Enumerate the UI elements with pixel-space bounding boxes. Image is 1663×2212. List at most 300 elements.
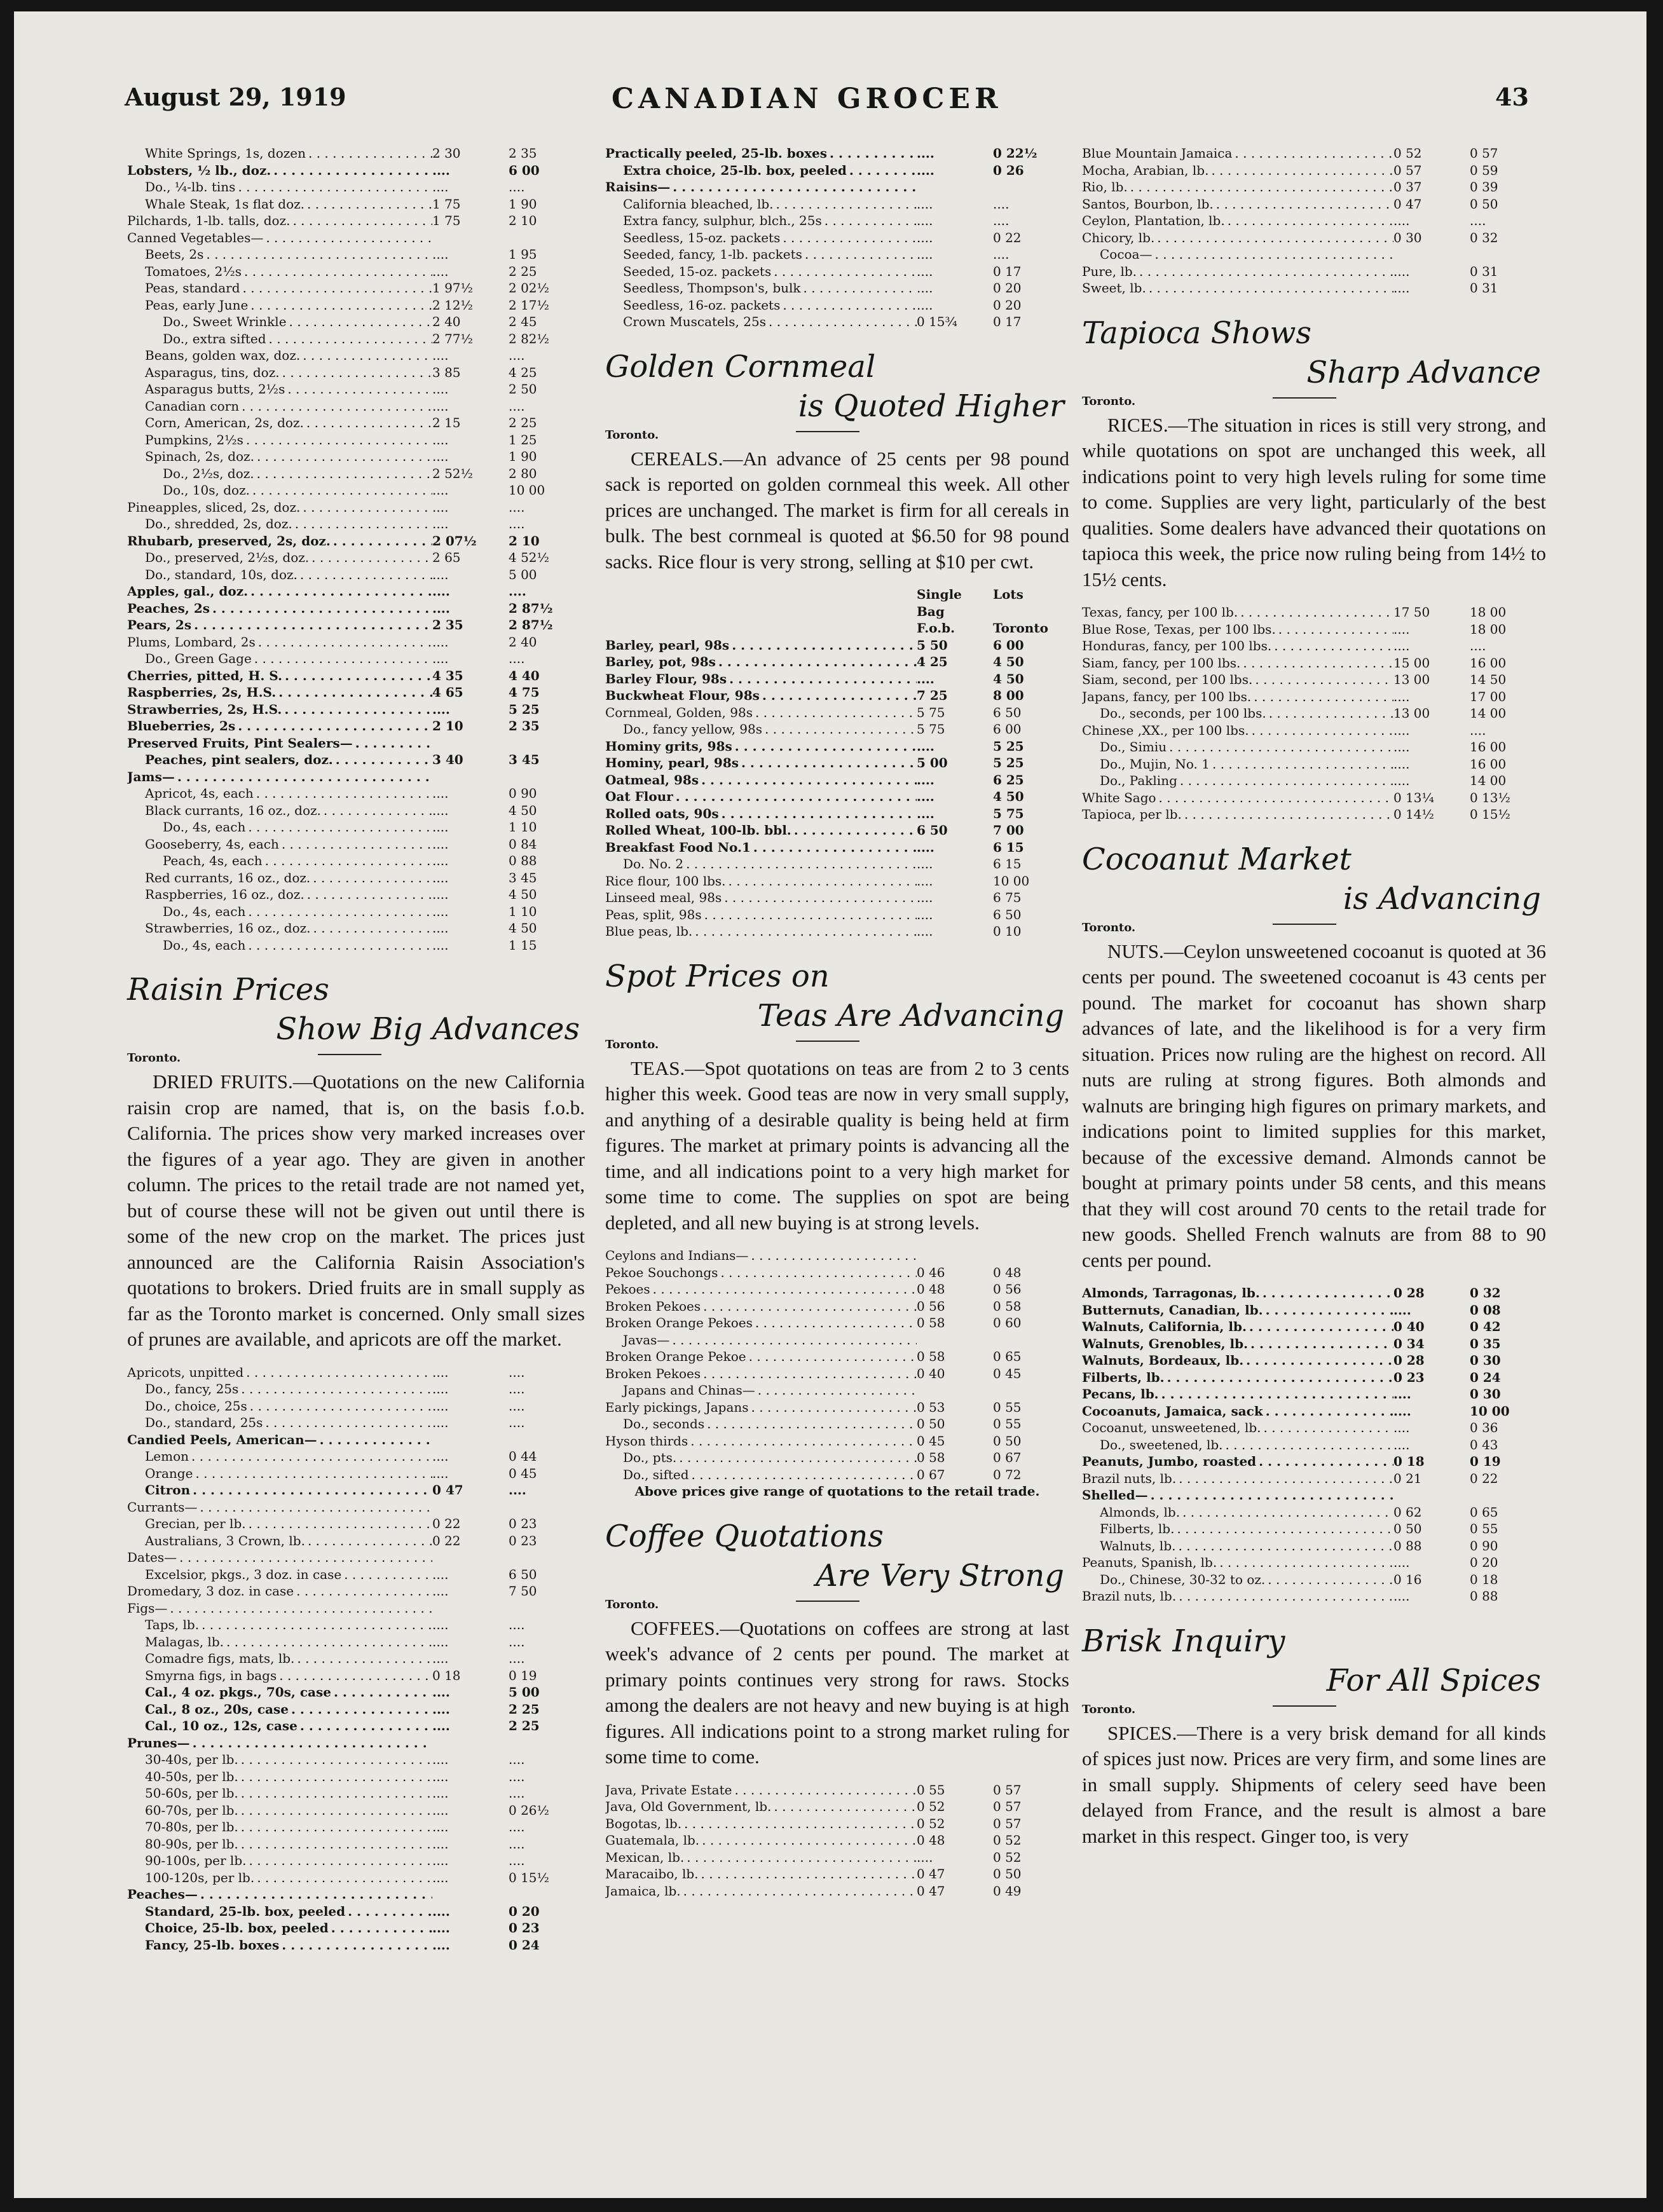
price-row: [127, 364, 585, 381]
item-label: Dromedary, 3 doz. in case: [127, 1583, 294, 1599]
price-row: [127, 1566, 585, 1583]
price-row: [1082, 604, 1546, 621]
price-row: [605, 263, 1069, 280]
price-low: [432, 735, 509, 752]
price-low: 3 40: [432, 752, 463, 767]
price-row: [127, 1852, 585, 1869]
price-low: 0 30: [1393, 229, 1422, 245]
item-label: Oat Flour: [605, 789, 673, 804]
price-high: 14 50: [1470, 672, 1507, 687]
leader-dots: [1176, 1588, 1393, 1605]
item-label: Orange: [145, 1465, 193, 1481]
price-high: [993, 1332, 1069, 1349]
leader-dots: [245, 903, 432, 920]
leader-dots: [780, 229, 917, 247]
price-row: [605, 873, 1069, 890]
price-high: 6 00: [993, 637, 1024, 653]
leader-dots: [755, 1382, 917, 1399]
price-high: 2 50: [509, 381, 537, 397]
leader-dots: [801, 280, 917, 297]
price-row: [605, 1382, 1069, 1399]
item-label: Japans, fancy, per 100 lbs.: [1082, 688, 1252, 704]
leader-dots: [847, 162, 917, 179]
leader-dots: [684, 1849, 917, 1866]
price-row: [1082, 162, 1546, 179]
price-low: 0 58: [917, 1349, 945, 1364]
leader-dots: [276, 684, 432, 701]
price-high: ....: [509, 1785, 525, 1801]
price-row: [127, 1448, 585, 1465]
price-high: 0 43: [1470, 1437, 1498, 1452]
price-row: [605, 637, 1069, 654]
price-low: ....: [1393, 1302, 1411, 1318]
price-low: ....: [917, 297, 933, 313]
price-low: [432, 1499, 509, 1516]
price-row: [1082, 1285, 1546, 1302]
leader-dots: [1128, 179, 1393, 196]
leader-dots: [1263, 1403, 1393, 1420]
price-row: [127, 650, 585, 667]
price-row: [127, 212, 585, 229]
price-row: [605, 738, 1069, 755]
price-high: 0 50: [993, 1866, 1022, 1881]
price-high: 0 55: [993, 1399, 1022, 1415]
price-row: [127, 1920, 585, 1937]
leader-dots: [732, 738, 917, 755]
item-label: Broken Orange Pekoe: [605, 1349, 746, 1364]
price-row: [605, 1815, 1069, 1833]
price-low: 0 22: [432, 1533, 461, 1548]
item-label: Peaches, pint sealers, doz.: [145, 752, 333, 767]
item-label: Chicory, lb.: [1082, 229, 1155, 245]
price-low: 0 28: [1393, 1353, 1425, 1368]
price-low: 0 47: [1393, 196, 1422, 212]
item-label: Seedless, 15-oz. packets: [623, 229, 781, 245]
price-low: ....: [1393, 1403, 1411, 1419]
item-label: Honduras, fancy, per 100 lbs.: [1082, 638, 1272, 653]
price-high: 2 17½: [509, 297, 549, 313]
cereal-column-header-1: Single Bag Lots: [917, 587, 1023, 619]
price-high: 2 10: [509, 213, 537, 228]
leader-dots: [252, 650, 432, 667]
price-row: [1082, 638, 1546, 655]
price-high: 0 19: [1470, 1454, 1501, 1469]
item-label: Do., 4s, each: [163, 903, 246, 919]
item-label: Lobsters, ½ lb., doz.: [127, 162, 271, 178]
leader-dots: [1260, 1285, 1393, 1302]
leader-dots: [650, 1281, 917, 1298]
price-low: ....: [432, 1802, 449, 1818]
price-row: [127, 179, 585, 196]
leader-dots: [1137, 263, 1393, 280]
rice-price-table: [1082, 604, 1546, 823]
price-row: [127, 1836, 585, 1853]
price-high: 0 42: [1470, 1319, 1501, 1334]
price-low: ....: [917, 247, 933, 262]
price-row: [605, 1298, 1069, 1315]
leader-dots: [1263, 1302, 1393, 1319]
price-high: 0 23: [509, 1920, 540, 1936]
price-low: 2 07½: [432, 533, 477, 549]
leader-dots: [699, 1866, 917, 1883]
price-high: 17 00: [1470, 688, 1507, 704]
price-low: 7 25: [917, 688, 948, 703]
price-high: 0 17: [993, 314, 1022, 329]
item-label: Walnuts, Grenobles, lb.: [1082, 1335, 1249, 1351]
leader-dots: [1146, 280, 1393, 297]
item-label: Plums, Lombard, 2s: [127, 634, 256, 650]
price-high: 4 25: [509, 364, 537, 380]
price-row: [127, 1937, 585, 1954]
price-low: 0 52: [917, 1815, 945, 1831]
price-low: ....: [432, 701, 450, 717]
price-low: 2 15: [432, 415, 461, 430]
price-high: ....: [509, 584, 526, 599]
item-label: Beans, golden wax, doz.: [145, 348, 301, 363]
price-row: [127, 482, 585, 499]
item-label: 90-100s, per lb.: [145, 1853, 247, 1868]
price-high: 0 24: [509, 1937, 540, 1953]
price-row: [1082, 212, 1546, 229]
price-row: [127, 263, 585, 280]
price-row: [127, 1549, 585, 1566]
price-row: [605, 1348, 1069, 1365]
leader-dots: [239, 398, 432, 415]
item-label: Do., Simiu: [1100, 739, 1167, 754]
leader-dots: [304, 414, 432, 432]
price-low: ....: [1393, 739, 1410, 754]
coffee-price-table: [605, 1782, 1069, 1900]
price-row: [127, 1735, 585, 1752]
price-low: [432, 1549, 509, 1566]
price-row: [127, 1414, 585, 1431]
leader-dots: [762, 721, 917, 738]
price-low: ....: [917, 229, 933, 245]
price-low: 4 25: [917, 654, 948, 669]
leader-dots: [1177, 772, 1393, 789]
leader-dots: [802, 246, 917, 263]
item-label: Raisins—: [605, 179, 671, 195]
leader-dots: [310, 870, 432, 887]
leader-dots: [309, 549, 432, 566]
price-high: 0 20: [509, 1903, 540, 1919]
price-row: [605, 839, 1069, 856]
price-row: [1082, 1554, 1546, 1571]
leader-dots: [780, 297, 917, 314]
price-row: [605, 687, 1069, 704]
leader-dots: [676, 1449, 917, 1466]
item-label: Peas, split, 98s: [605, 906, 702, 922]
leader-dots: [746, 1348, 917, 1365]
price-row: [1082, 621, 1546, 638]
price-low: [432, 1600, 509, 1617]
price-row: [1082, 280, 1546, 297]
price-low: ....: [432, 1853, 449, 1868]
leader-dots: [1176, 1470, 1393, 1487]
price-high: 5 25: [509, 701, 540, 717]
price-low: [917, 179, 993, 196]
price-high: 0 31: [1470, 280, 1498, 296]
price-high: ....: [509, 1836, 525, 1852]
leader-dots: [317, 1431, 432, 1449]
price-low: ....: [432, 1398, 449, 1414]
item-label: Asparagus, tins, doz.: [145, 364, 280, 380]
price-high: ....: [993, 247, 1009, 262]
price-low: ....: [432, 1937, 450, 1953]
item-label: Extra choice, 25-lb. box, peeled: [623, 162, 847, 178]
teas-headline: Spot Prices on Teas Are Advancing: [605, 958, 1064, 1034]
price-row: [605, 196, 1069, 213]
price-row: [127, 347, 585, 364]
leader-dots: [250, 482, 432, 499]
leader-dots: [238, 1819, 432, 1836]
item-label: Pumpkins, 2½s: [145, 432, 243, 447]
raisin-dateline: Toronto.: [127, 1051, 585, 1069]
price-high: ....: [509, 651, 525, 666]
cereal-rows: [605, 637, 1069, 940]
leader-dots: [771, 1798, 917, 1815]
column-3: [1082, 145, 1546, 1860]
item-label: Lemon: [145, 1449, 189, 1464]
item-label: Peanuts, Jumbo, roasted: [1082, 1454, 1257, 1469]
item-label: Javas—: [623, 1332, 670, 1348]
price-high: ....: [993, 213, 1009, 228]
leader-dots: [1276, 621, 1393, 638]
price-row: [605, 1866, 1069, 1883]
price-low: ....: [917, 890, 933, 905]
item-label: Tapioca, per lb.: [1082, 807, 1182, 822]
item-label: Barley Flour, 98s: [605, 671, 727, 686]
price-high: [993, 1247, 1069, 1264]
price-low: ....: [432, 348, 449, 363]
price-high: 2 40: [509, 634, 537, 650]
leader-dots: [1243, 1352, 1393, 1369]
price-low: 0 40: [1393, 1319, 1425, 1334]
item-label: Apricot, 4s, each: [145, 786, 254, 801]
column-1: [127, 145, 585, 1953]
teas-dateline: Toronto.: [605, 1038, 1069, 1056]
price-high: ....: [509, 398, 525, 414]
price-row: [1082, 1419, 1546, 1437]
price-low: 5 50: [917, 637, 948, 653]
leader-dots: [235, 179, 432, 196]
price-high: 0 65: [993, 1349, 1022, 1364]
item-label: Preserved Fruits, Pint Sealers—: [127, 735, 353, 751]
price-high: 0 20: [1470, 1555, 1498, 1570]
price-row: [605, 1399, 1069, 1416]
item-label: Beets, 2s: [145, 247, 204, 262]
price-row: [127, 1819, 585, 1836]
cornmeal-headline: Golden Cornmeal is Quoted Higher: [605, 348, 1064, 424]
price-low: ....: [432, 870, 449, 885]
price-low: ....: [432, 1869, 449, 1885]
price-high: [509, 735, 585, 752]
price-high: ....: [509, 1381, 525, 1396]
price-low: ....: [432, 920, 449, 936]
price-low: 2 65: [432, 550, 461, 565]
price-low: 0 58: [917, 1315, 945, 1330]
item-label: Strawberries, 16 oz., doz.: [145, 920, 311, 936]
item-label: Do., shredded, 2s, doz.: [145, 516, 292, 531]
price-high: 0 52: [993, 1833, 1022, 1848]
price-row: [605, 179, 1069, 196]
leader-dots: [1252, 671, 1393, 688]
price-low: ....: [1393, 1420, 1410, 1435]
price-high: 6 00: [993, 721, 1022, 737]
price-high: ....: [509, 1819, 525, 1834]
price-row: [605, 822, 1069, 839]
item-label: 40-50s, per lb.: [145, 1768, 238, 1784]
leader-dots: [1265, 1571, 1393, 1588]
price-row: [127, 886, 585, 903]
price-row: [127, 1903, 585, 1920]
item-label: Japans and Chinas—: [623, 1382, 755, 1398]
price-high: 0 72: [993, 1466, 1022, 1482]
item-label: Choice, 25-lb. box, peeled: [145, 1920, 329, 1936]
price-low: 5 75: [917, 704, 945, 720]
price-high: 0 20: [993, 280, 1022, 296]
item-label: Pekoe Souchongs: [605, 1264, 718, 1280]
price-row: [605, 1433, 1069, 1450]
price-row: [1082, 756, 1546, 773]
tea-rows: [605, 1247, 1069, 1483]
leader-dots: [1249, 722, 1393, 739]
price-high: ....: [509, 516, 525, 531]
price-low: [917, 1382, 993, 1399]
price-low: ....: [917, 738, 934, 754]
price-low: ....: [432, 1819, 449, 1834]
leader-dots: [292, 515, 432, 533]
item-label: Broken Pekoes: [605, 1365, 701, 1381]
price-high: 0 31: [1470, 263, 1498, 279]
cornmeal-article: CEREALS.—An advance of 25 cents per 98 pound sack is reported on golden cornmeal this week. All other prices are unchanged. The market is firm for all cereals in bulk. The best cornmeal is quoted at $6.50 for 98 pound sacks. Rice flour is very strong, selling at $10 per cwt.: [605, 447, 1069, 573]
price-high: 6 00: [509, 162, 540, 178]
price-high: [993, 1382, 1069, 1399]
item-label: Figs—: [127, 1600, 168, 1616]
price-row: [127, 1583, 585, 1600]
price-low: ....: [432, 584, 450, 599]
price-high: 4 50: [509, 920, 537, 936]
price-high: 0 23: [509, 1533, 537, 1548]
price-low: 0 50: [917, 1416, 945, 1431]
price-row: [605, 772, 1069, 789]
leader-dots: [766, 313, 917, 331]
price-low: 0 47: [917, 1883, 945, 1899]
price-row: [1082, 1487, 1546, 1504]
price-row: [605, 1849, 1069, 1866]
leader-dots: [240, 280, 433, 297]
price-row: [127, 852, 585, 870]
leader-dots: [1256, 1453, 1393, 1470]
leader-dots: [1182, 806, 1393, 823]
tapioca-dateline: Toronto.: [1082, 395, 1546, 413]
price-high: 0 22: [993, 229, 1022, 245]
price-row: [1082, 1520, 1546, 1538]
item-label: Currants—: [127, 1499, 198, 1515]
item-label: Rolled Wheat, 100-lb. bbl.: [605, 823, 791, 838]
item-label: Do., ¼-lb. tins: [145, 179, 236, 195]
price-low: ....: [432, 1566, 449, 1582]
price-low: 3 85: [432, 364, 461, 380]
item-label: Excelsior, pkgs., 3 doz. in case: [145, 1566, 342, 1582]
price-high: 0 22½: [993, 146, 1037, 161]
price-high: ....: [509, 1768, 525, 1784]
spices-headline: Brisk Inquiry For All Spices: [1082, 1623, 1541, 1698]
item-label: Seedless, 16-oz. packets: [623, 297, 781, 313]
item-label: Rhubarb, preserved, 2s, doz.: [127, 533, 331, 549]
price-low: ....: [432, 651, 449, 666]
cornmeal-dateline: Toronto.: [605, 428, 1069, 446]
price-high: ....: [509, 1415, 525, 1430]
leader-dots: [1271, 638, 1393, 655]
price-low: [1393, 1487, 1470, 1504]
price-low: 0 18: [1393, 1454, 1425, 1469]
price-row: [1082, 196, 1546, 213]
price-row: [1082, 1588, 1546, 1605]
item-label: Mexican, lb.: [605, 1849, 685, 1865]
price-low: [432, 1431, 509, 1449]
leader-dots: [238, 1381, 432, 1398]
coffee-cocoa-price-table: [1082, 145, 1546, 297]
item-label: Rice flour, 100 lbs.: [605, 873, 726, 889]
raisin-article: DRIED FRUITS.—Quotations on the new California raisin crop are named, that is, on the basis f.o.b. California. The prices show very marked increases over the figures of a year ago. They are given in another column. The prices to the retail trade are not named yet, but of course these will not be given out until there is some of the new crop on the market. The prices just announced are the California Raisin Association's quotations to brokers. Dried fruits are in small supply as far as the Toronto market is concerned. Only small sizes of prunes are available, and apricots are off the market.: [127, 1070, 585, 1350]
item-label: Do., extra sifted: [163, 331, 266, 346]
leader-dots: [1266, 705, 1393, 722]
price-high: [509, 229, 585, 247]
tapioca-headline: Tapioca Shows Sharp Advance: [1082, 315, 1541, 390]
item-label: Walnuts, California, lb.: [1082, 1319, 1247, 1334]
leader-dots: [300, 347, 432, 364]
item-label: Do. No. 2: [623, 856, 684, 871]
price-low: ....: [432, 836, 449, 852]
price-high: 7 50: [509, 1583, 537, 1599]
price-row: [605, 1281, 1069, 1298]
item-label: Crown Muscatels, 25s: [623, 314, 766, 329]
leader-dots: [177, 1549, 432, 1566]
price-row: [127, 1751, 585, 1768]
price-row: [127, 566, 585, 584]
price-high: 2 25: [509, 263, 537, 279]
item-label: Pecans, lb.: [1082, 1386, 1159, 1402]
leader-dots: [329, 1920, 432, 1937]
price-row: [127, 1650, 585, 1667]
item-label: Seeded, fancy, 1-lb. packets: [623, 247, 802, 262]
nut-price-table: [1082, 1285, 1546, 1605]
leader-dots: [1223, 1437, 1393, 1454]
price-low: 0 50: [1393, 1521, 1422, 1536]
price-high: ....: [509, 1364, 525, 1380]
item-label: Do., sweetened, lb.: [1100, 1437, 1223, 1452]
price-high: [1470, 246, 1546, 263]
item-label: Blue Mountain Jamaica: [1082, 146, 1233, 161]
publication-title: CANADIAN GROCER: [612, 83, 1003, 115]
tapioca-article: RICES.—The situation in rices is still very strong, and while quotations on spot are unchanged this week, all indications point to very high levels ruling for some time to come. Supplies are very light, particularly of the best qualities. Some dealers have advanced their quotations on tapioca this week, the price now ruling being from 14½ to 15½ cents.: [1082, 413, 1546, 591]
item-label: 80-90s, per lb.: [145, 1836, 238, 1852]
price-low: [1393, 246, 1470, 263]
price-row: [127, 583, 585, 600]
price-row: [127, 448, 585, 465]
price-low: ....: [432, 1364, 449, 1380]
price-high: ....: [1470, 213, 1486, 228]
price-high: 10 00: [993, 873, 1030, 889]
price-high: 18 00: [1470, 604, 1507, 620]
item-label: Cocoanut, unsweetened, lb.: [1082, 1420, 1261, 1435]
price-high: 0 88: [509, 853, 537, 868]
leader-dots: [760, 687, 917, 704]
price-row: [127, 313, 585, 331]
price-high: 8 00: [993, 688, 1024, 703]
price-row: [605, 1782, 1069, 1799]
